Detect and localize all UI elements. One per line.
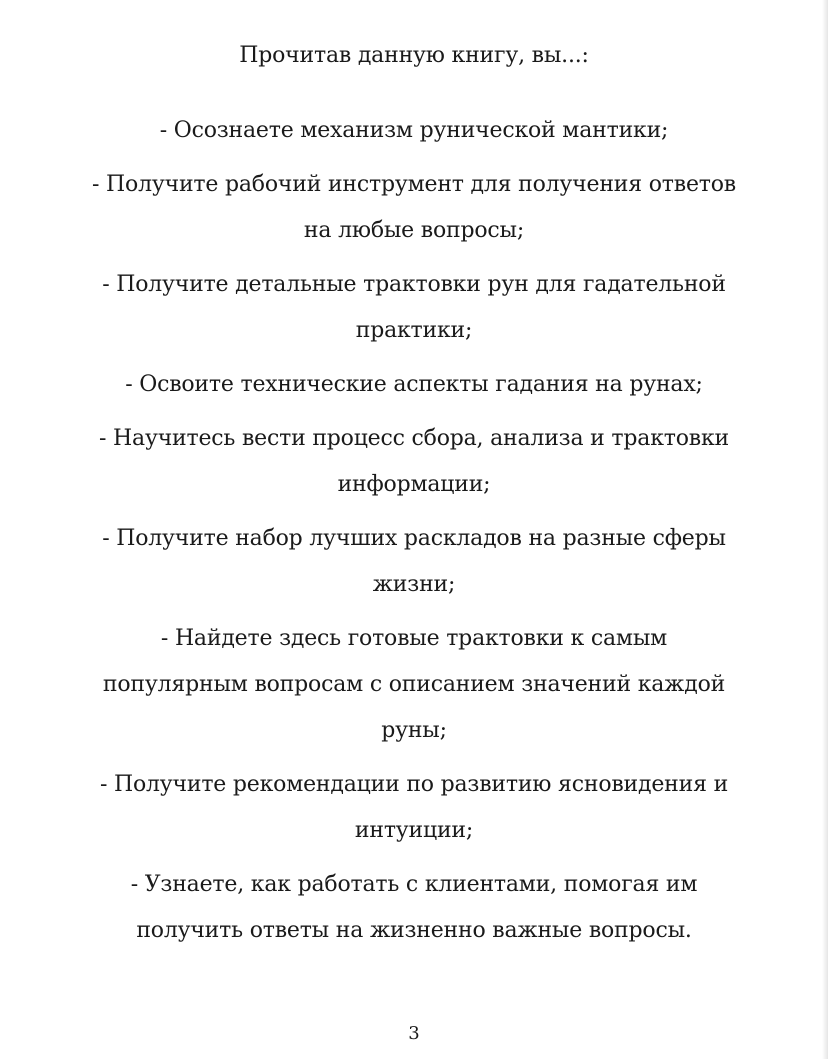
list-item: - Получите набор лучших раскладов на разные сферы жизни; — [102, 526, 726, 597]
page-edge-shadow — [822, 0, 828, 1059]
list-item: - Научитесь вести процесс сбора, анализа и трактовки информации; — [99, 426, 729, 497]
list-item: - Получите детальные трактовки рун для гадательной практики; — [102, 272, 726, 343]
list-item: - Осознаете механизм рунической мантики; — [159, 118, 669, 143]
page-heading: Прочитав данную книгу, вы...: — [239, 43, 589, 68]
page-number: 3 — [408, 1023, 420, 1044]
benefits-list — [90, 108, 738, 962]
list-item: - Узнаете, как работать с клиентами, помогая им получить ответы на жизненно важные вопросы. — [130, 872, 698, 943]
list-item: - Найдете здесь готовые трактовки к самым популярным вопросам с описанием значений каждой руны; — [102, 626, 726, 743]
list-item: - Получите рабочий инструмент для получения ответов на любые вопросы; — [92, 172, 736, 243]
list-item: - Освоите технические аспекты гадания на рунах; — [125, 372, 703, 397]
list-item: - Получите рекомендации по развитию ясновидения и интуиции; — [99, 772, 729, 843]
